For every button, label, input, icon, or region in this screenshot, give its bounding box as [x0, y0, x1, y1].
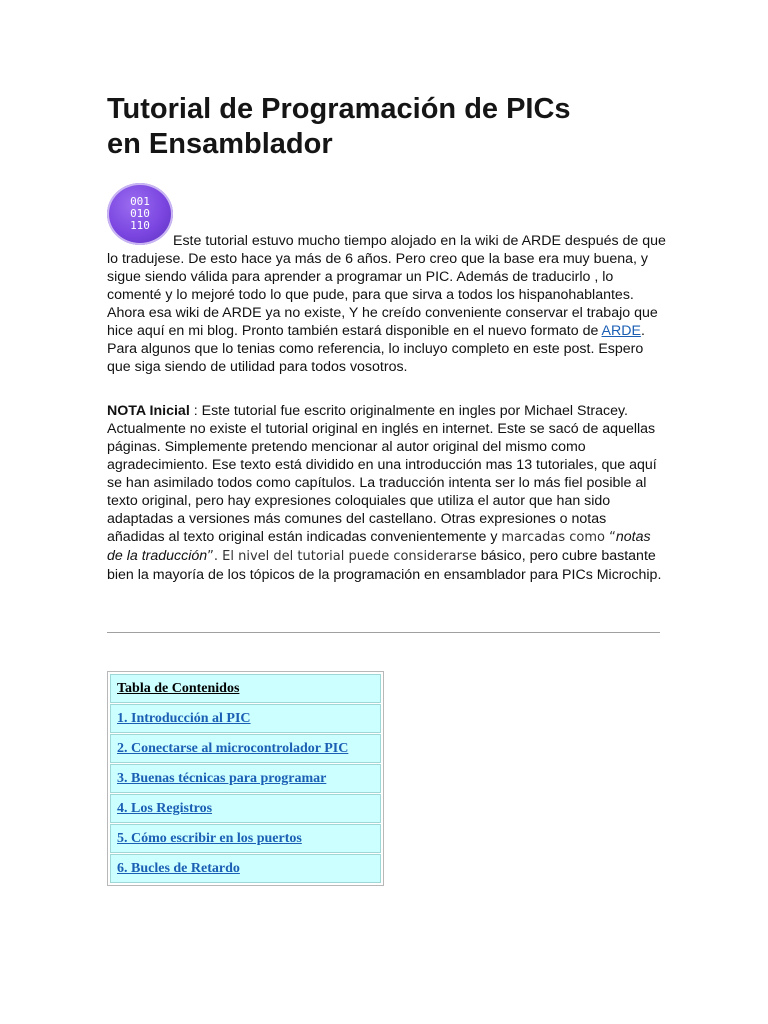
toc-link-delays[interactable]: 6. Bucles de Retardo [117, 860, 240, 876]
toc-link-techniques[interactable]: 3. Buenas técnicas para programar [117, 770, 327, 786]
toc-link-registers[interactable]: 4. Los Registros [117, 800, 213, 816]
nota-text-3: ”. El nivel del tutorial puede considerarse [207, 549, 477, 564]
intro-paragraph [107, 232, 667, 376]
toc-header-label: Tabla de Contenidos [117, 680, 240, 696]
toc-item [110, 764, 381, 793]
arde-link[interactable]: ARDE [601, 323, 641, 339]
intro-text-2: . Para algunos que lo tenias como referencia, lo incluyo completo en este post. Espero que siga siendo de utilidad para todos vosotros. [107, 323, 645, 375]
title-line-2: en Ensamblador [107, 128, 333, 160]
divider [107, 632, 660, 633]
toc-item [110, 824, 381, 853]
toc-header [110, 674, 381, 703]
badge-line: 001 [130, 195, 150, 208]
nota-text-4: básico, pero cubre bastante bien la mayoría de los tópicos de la programación en ensamblador para PICs Microchip. [107, 548, 662, 583]
title-line-1: Tutorial de Programación de PICs [107, 93, 571, 125]
table-of-contents [107, 671, 384, 886]
nota-text-1: : Este tutorial fue escrito originalmente en ingles por Michael Stracey. Actualmente no existe el tutorial original en inglés en internet. Este se sacó de aquellas páginas. Simplemente pretendo mencionar al autor original del mismo como agradecimiento. Ese texto está dividido en una introducción mas 13 tutoriales, que aquí se han asimilado todos como capítulos. La traducción intenta ser lo más fiel posible al texto original, pero hay expresiones coloquiales que utiliza el autor que han sido adaptadas a versiones más comunes del castellano. Otras expresiones o notas añadidas al texto original están indicadas convenientemente y [107, 403, 657, 545]
nota-italic: notas de la traducción [107, 529, 651, 564]
toc-item [110, 794, 381, 823]
toc-link-connect[interactable]: 2. Conectarse al microcontrolador PIC [117, 740, 349, 756]
badge-line: 110 [130, 219, 150, 232]
toc-link-ports[interactable]: 5. Cómo escribir en los puertos [117, 830, 302, 846]
nota-paragraph [107, 402, 667, 584]
intro-text-1: Este tutorial estuvo mucho tiempo alojado en la wiki de ARDE después de que lo tradujese. De esto hace ya más de 6 años. Pero creo que la base era muy buena, y sigue siendo válida para aprender a programar un PIC. Además de traducirlo , lo comenté y lo mejoré todo lo que pude, para que sirva a todos los hispanohablantes. Ahora esa wiki de ARDE ya no existe, Y he creído conveniente conservar el trabajo que hice aquí en mi blog. Pronto también estará disponible en el nuevo formato de [107, 233, 666, 339]
page-title [107, 92, 667, 162]
nota-text-2: marcadas como “ [501, 530, 616, 545]
toc-item [110, 734, 381, 763]
toc-link-intro[interactable]: 1. Introducción al PIC [117, 710, 251, 726]
toc-item [110, 704, 381, 733]
badge-line: 010 [130, 207, 150, 220]
nota-label: NOTA Inicial [107, 403, 190, 419]
toc-item [110, 854, 381, 883]
